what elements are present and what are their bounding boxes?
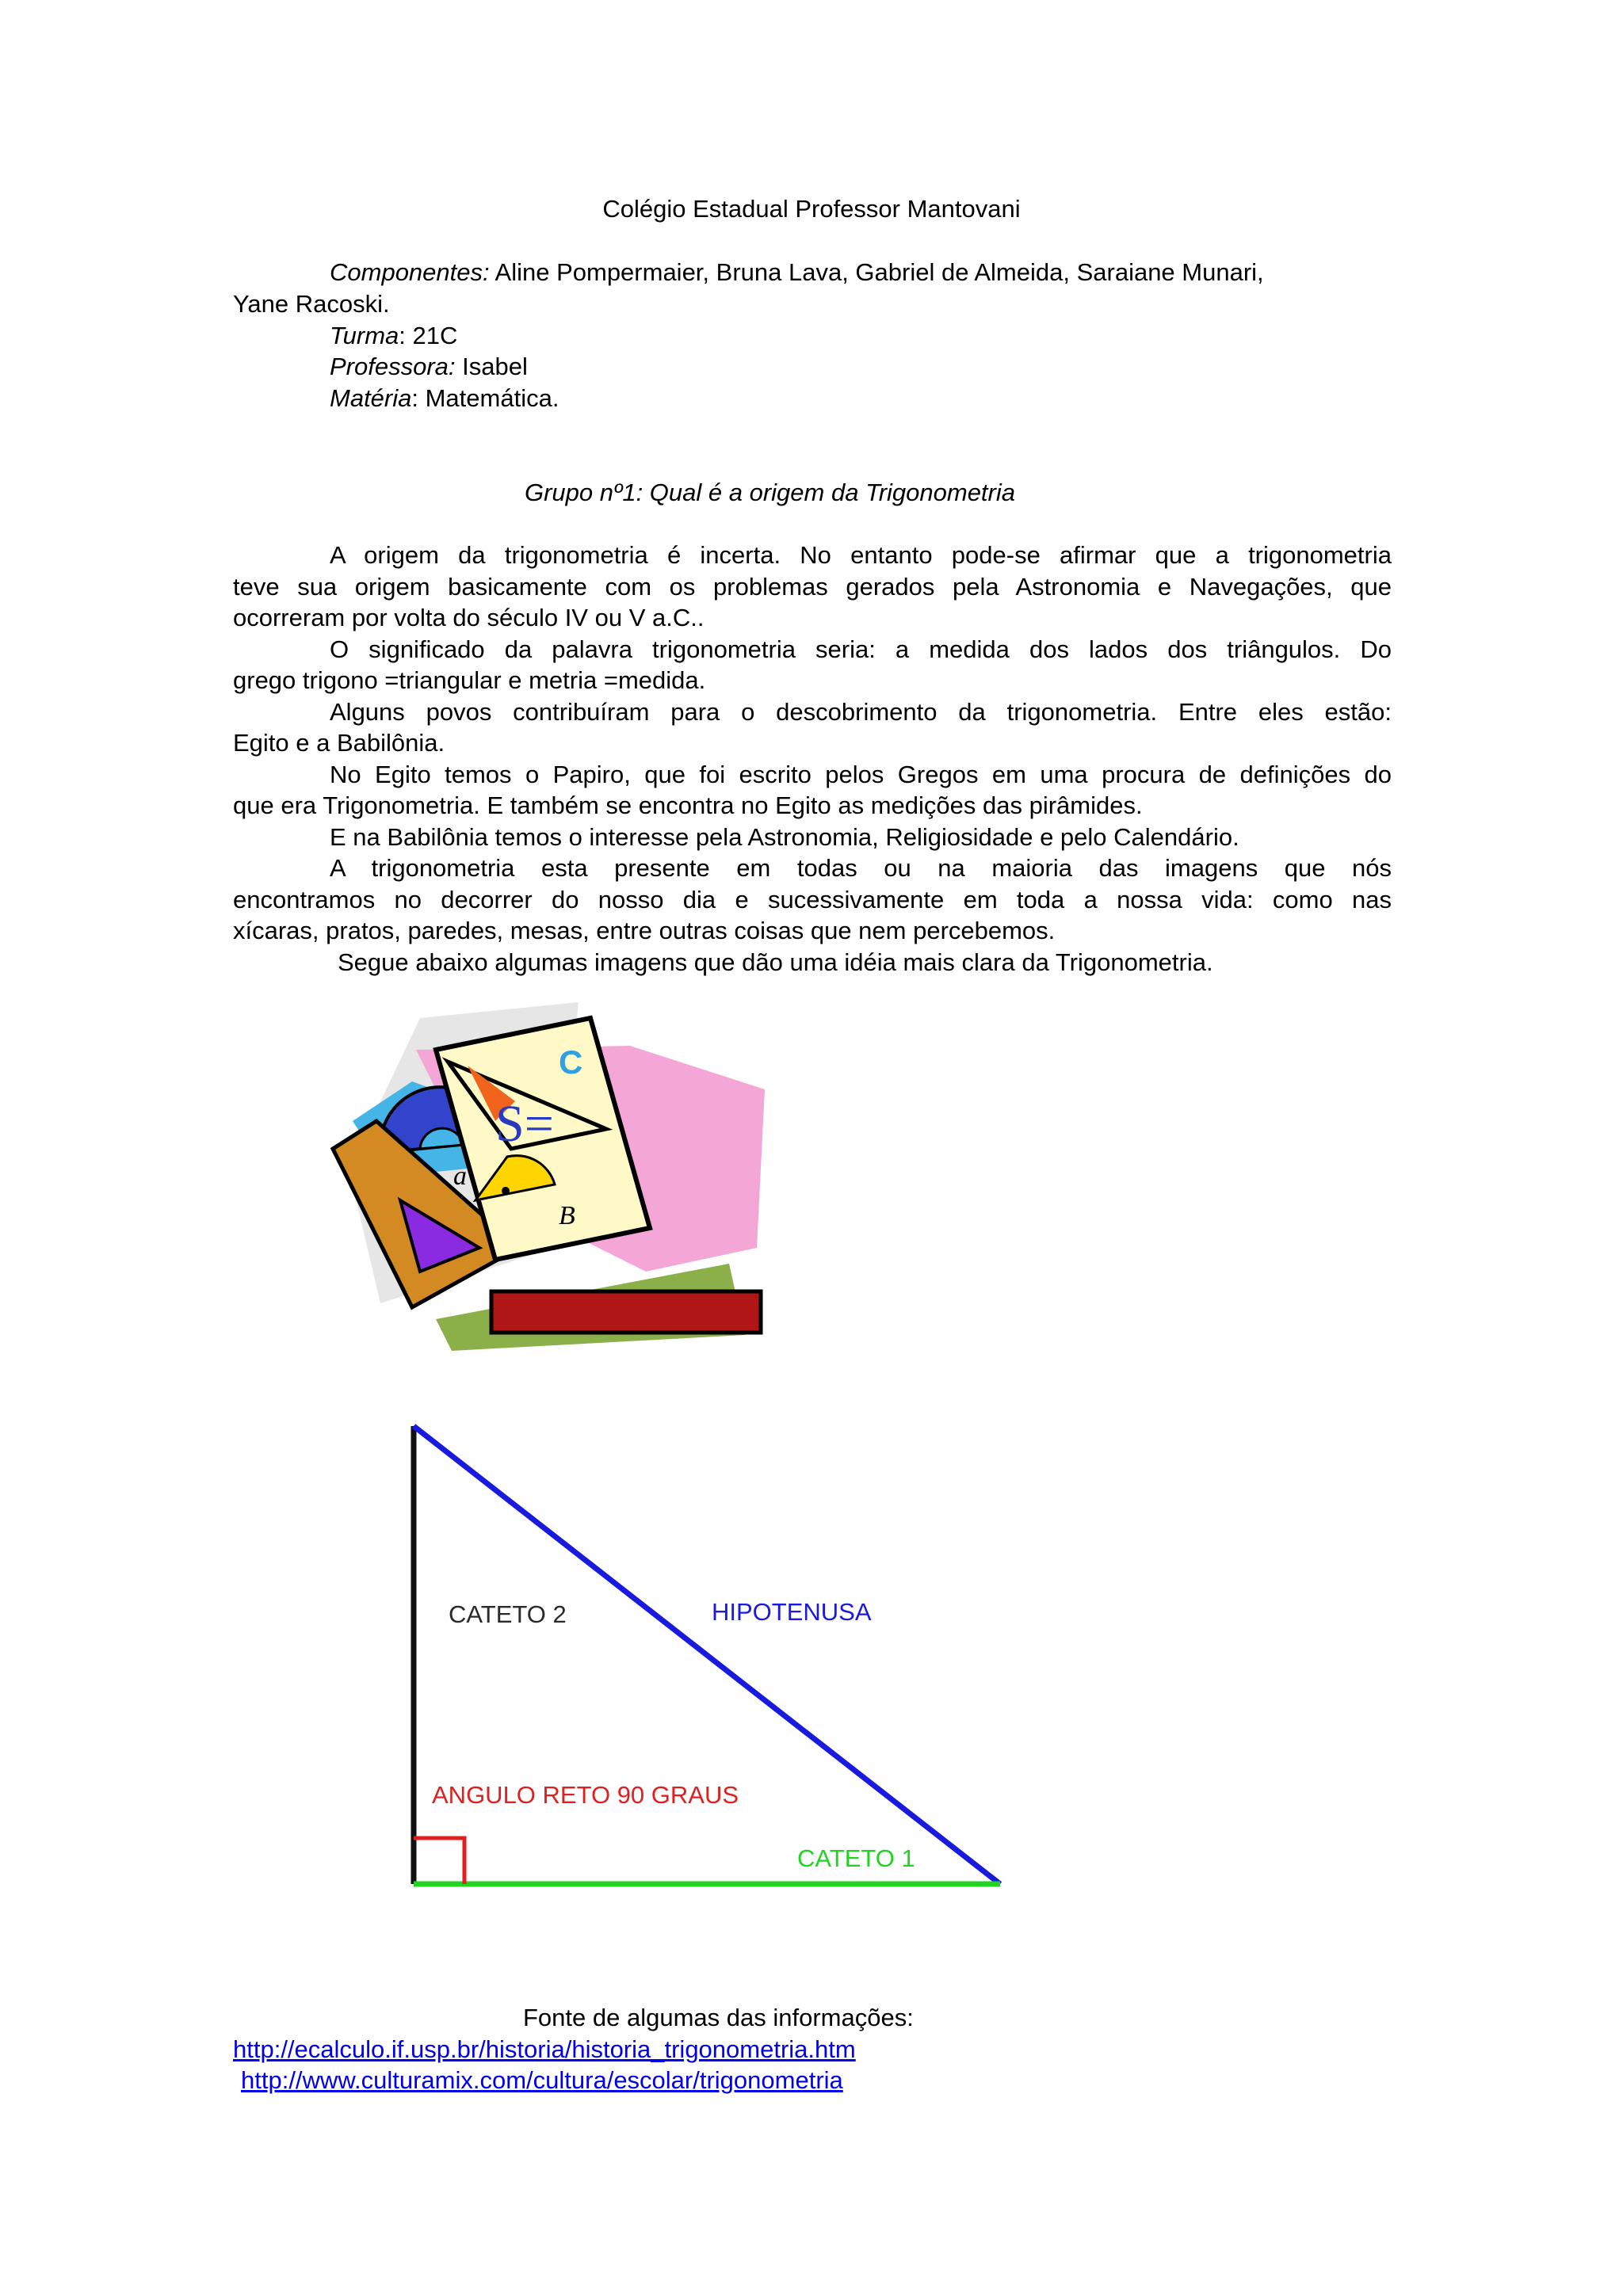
- turma-line: [330, 320, 457, 352]
- cateto-1-label: CATETO 1: [797, 1844, 915, 1872]
- letter-a: a: [453, 1161, 467, 1191]
- components-line: [330, 257, 1264, 288]
- body-line: xícaras, pratos, paredes, mesas, entre outras coisas que nem percebemos.: [233, 917, 1056, 944]
- materia-label: Matéria: [330, 384, 412, 412]
- turma-label: Turma: [330, 322, 399, 349]
- body-line: A trigonometria esta presente em todas ou na maioria das imagens que nós: [330, 854, 1392, 882]
- ruler-icon: [491, 1291, 761, 1333]
- school-name: Colégio Estadual Professor Mantovani: [602, 195, 1021, 223]
- materia-value: : Matemática.: [411, 384, 559, 412]
- turma-value: : 21C: [399, 322, 458, 349]
- components-value: Aline Pompermaier, Bruna Lava, Gabriel de Almeida, Saraiane Munari,: [489, 258, 1264, 286]
- right-triangle-diagram: [317, 1402, 1030, 1957]
- professora-line: [330, 351, 528, 383]
- letter-c: C: [559, 1043, 583, 1081]
- sources-label: Fonte de algumas das informações:: [523, 2004, 914, 2031]
- letter-s: S=: [495, 1095, 554, 1153]
- body-line: O significado da palavra trigonometria seria: a medida dos lados dos triângulos. Do: [330, 635, 1392, 663]
- angle-dot: [502, 1187, 510, 1195]
- components-line-2: Yane Racoski.: [233, 290, 390, 318]
- body-line: encontramos no decorrer do nosso dia e sucessivamente em toda a nossa vida: como nas: [233, 886, 1392, 913]
- cateto-2-label: CATETO 2: [449, 1600, 567, 1628]
- professora-value: Isabel: [455, 353, 528, 380]
- geometry-clipart: [317, 986, 785, 1383]
- source-link-2[interactable]: http://www.culturamix.com/cultura/escolar/trigonometria: [241, 2066, 843, 2094]
- body-line: teve sua origem basicamente com os problemas gerados pela Astronomia e Navegações, que: [233, 573, 1392, 601]
- hipotenusa-label: HIPOTENUSA: [712, 1598, 872, 1626]
- body-line: Segue abaixo algumas imagens que dão uma idéia mais clara da Trigonometria.: [338, 948, 1213, 976]
- body-line: E na Babilônia temos o interesse pela Astronomia, Religiosidade e pelo Calendário.: [330, 823, 1239, 851]
- source-link-1[interactable]: http://ecalculo.if.usp.br/historia/historia_trigonometria.htm: [233, 2035, 856, 2063]
- body-line: A origem da trigonometria é incerta. No entanto pode-se afirmar que a trigonometria: [330, 541, 1392, 569]
- section-title: Grupo nº1: Qual é a origem da Trigonometria: [525, 479, 1016, 506]
- components-label: Componentes:: [330, 258, 490, 286]
- body-line: ocorreram por volta do século IV ou V a.C..: [233, 604, 705, 631]
- body-line: No Egito temos o Papiro, que foi escrito pelos Gregos em uma procura de definições do: [330, 761, 1392, 788]
- diagram-background: [317, 1402, 1030, 1957]
- body-line: Alguns povos contribuíram para o descobrimento da trigonometria. Entre eles estão:: [330, 698, 1392, 726]
- body-line: grego trigono =triangular e metria =medida.: [233, 666, 706, 694]
- body-line: que era Trigonometria. E também se encontra no Egito as medições das pirâmides.: [233, 791, 1143, 819]
- professora-label: Professora:: [330, 353, 456, 380]
- angulo-reto-label: ANGULO RETO 90 GRAUS: [432, 1781, 739, 1809]
- letter-b: B: [559, 1201, 575, 1230]
- body-line: Egito e a Babilônia.: [233, 729, 445, 757]
- materia-line: [330, 383, 559, 414]
